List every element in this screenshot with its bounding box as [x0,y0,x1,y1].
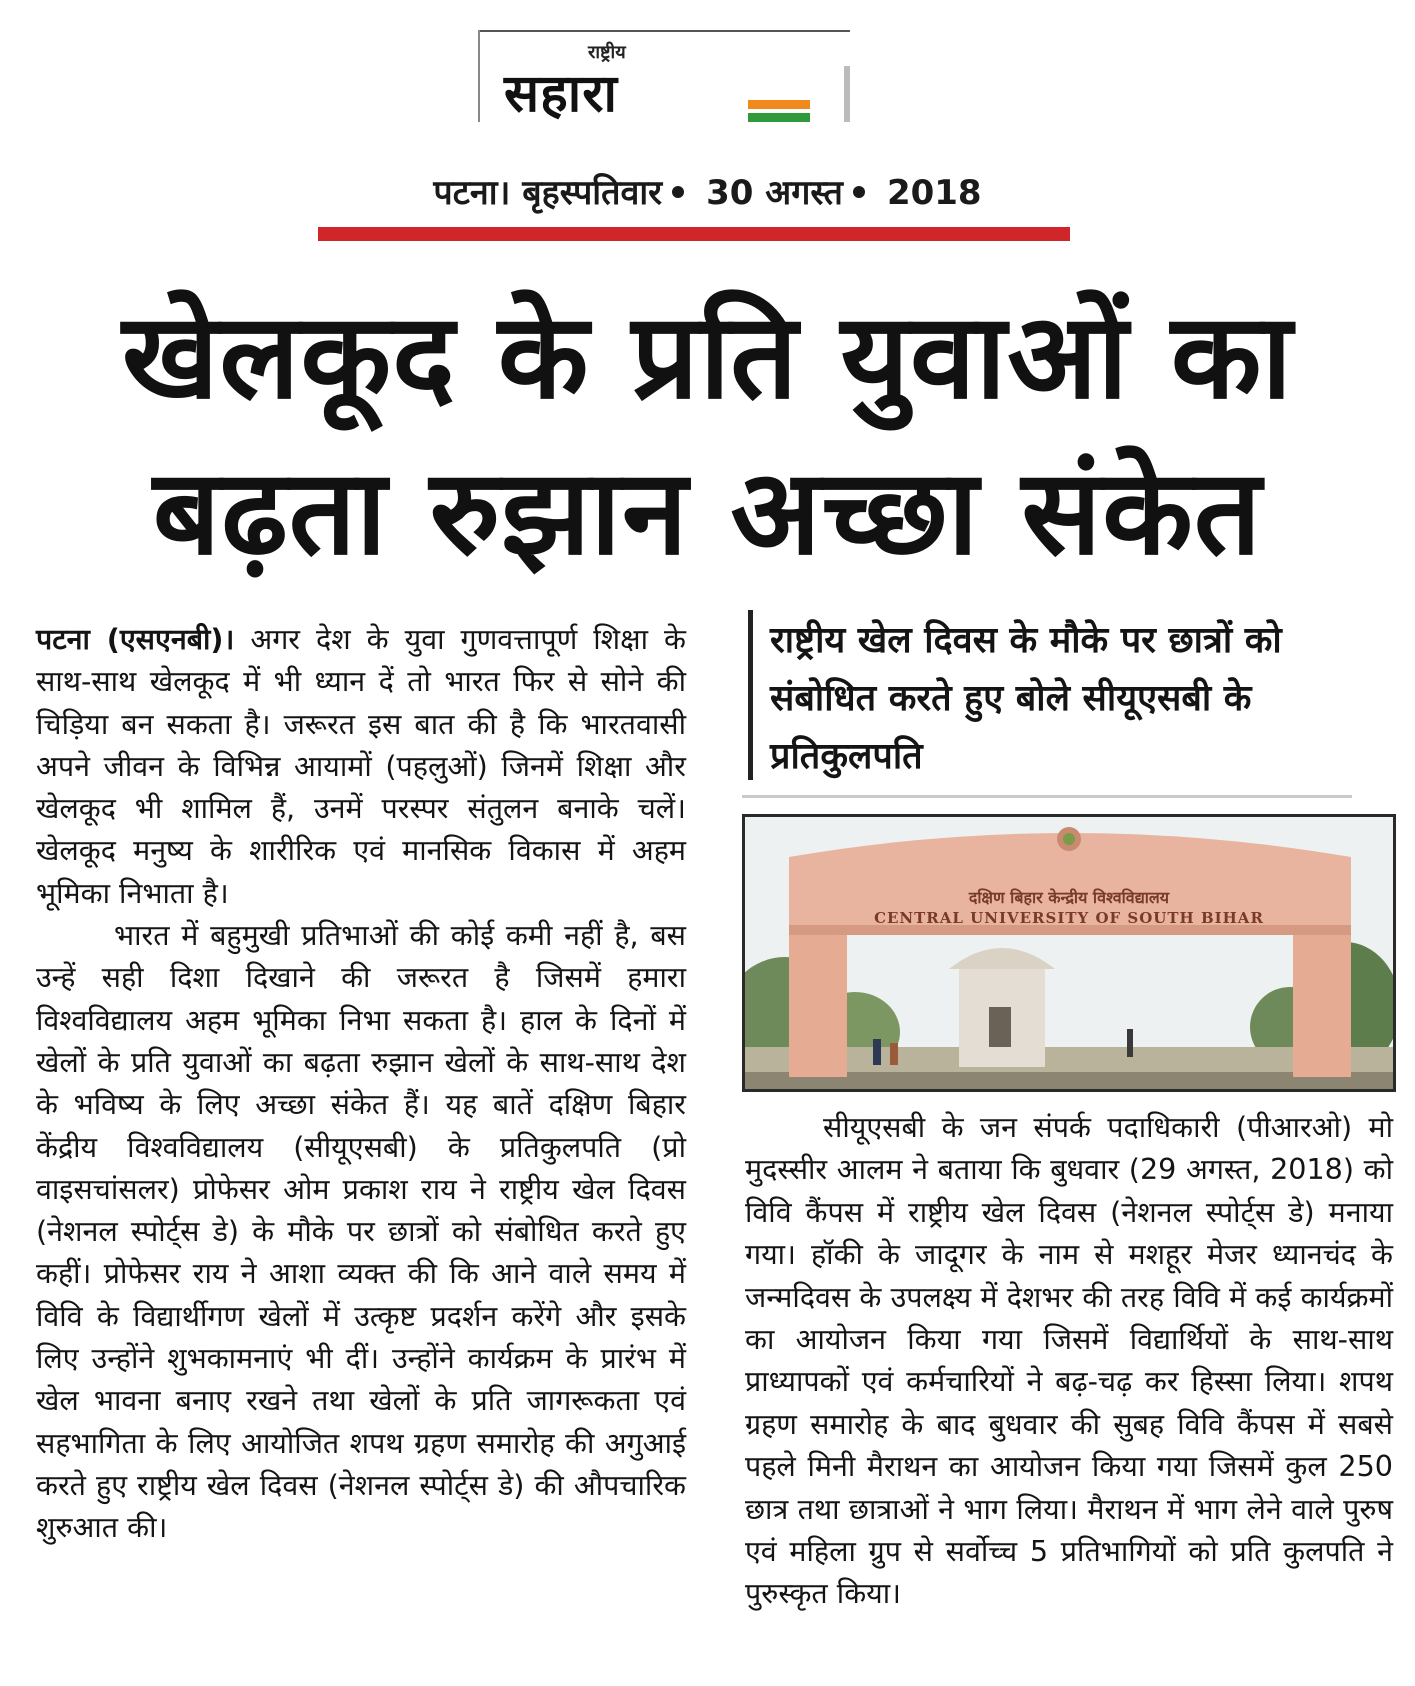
red-divider-bar [318,227,1070,241]
bullet-icon [853,186,865,198]
article-lead-dateline: पटना (एसएनबी)। [36,622,235,656]
dateline [0,168,1415,214]
article-right-column [745,1106,1393,1615]
article-paragraph-1 [36,618,686,914]
photo-top-rule [742,795,1352,798]
gate-sign-hindi: दक्षिण बिहार केन्द्रीय विश्वविद्यालय [968,888,1170,907]
masthead-left-rule [478,30,480,122]
bullet-icon [672,186,684,198]
gate-photo-illustration [745,817,1393,1089]
newspaper-masthead [478,30,850,122]
masthead-top-rule [478,30,850,32]
flag-saffron-stripe [748,100,810,109]
headline-line-2: बढ़ता रुझान अच्छा संकेत [152,443,1263,581]
tricolor-flag-icon [748,100,810,122]
headline [20,278,1395,590]
article-paragraph-1-text: अगर देश के युवा गुणवत्तापूर्ण शिक्षा के साथ-साथ खेलकूद में भी ध्यान दें तो भारत फिर से सोने की चिड़िया बन सकता है। जरूरत इस बात की है कि भारतवासी अपने जीवन के विभिन्न आयामों (पहलुओं) जिनमें शिक्षा और खेलकूद भी शामिल हैं, उनमें परस्पर संतुलन बनाके चलें। खेलकूद मनुष्य के शारीरिक एवं मानसिक विकास में अहम भूमिका निभाता है। [36,622,686,910]
headline-line-1: खेलकूद के प्रति युवाओं का [121,287,1294,425]
article-left-column [36,618,686,1549]
university-gate-photo [742,814,1396,1092]
masthead-right-rule [844,66,850,122]
masthead-logo-text: सहारा [504,64,618,124]
subheadline: राष्ट्रीय खेल दिवस के मौके पर छात्रों को संबोधित करते हुए बोले सीयूएसबी के प्रतिकुलपति [770,620,1282,777]
dateline-city-day: पटना। बृहस्पतिवार [433,173,663,213]
gate-sign-english: CENTRAL UNIVERSITY OF SOUTH BIHAR [874,909,1264,927]
dateline-date: 30 अगस्त [706,173,843,213]
article-paragraph-3: सीयूएसबी के जन संपर्क पदाधिकारी (पीआरओ) मो मुदस्सीर आलम ने बताया कि बुधवार (29 अगस्त, 2018) को विवि कैंपस में राष्ट्रीय खेल दिवस (नेशनल स्पोर्ट्स डे) मनाया गया। हॉकी के जादूगर के नाम से मशहूर मेजर ध्यानचंद के जन्मदिवस के उपलक्ष्य में देशभर की तरह विवि में कई कार्यक्रमों का आयोजन किया गया जिसमें विद्यार्थियों के साथ-साथ प्राध्यापकों एवं कर्मचारियों ने बढ़-चढ़ कर हिस्सा लिया। शपथ ग्रहण समारोह के बाद बुधवार की सुबह विवि कैंपस में सबसे पहले मिनी मैराथन का आयोजन किया गया जिसमें कुल 250 छात्र तथा छात्राओं ने भाग लिया। मैराथन में भाग लेने वाले पुरुष एवं महिला ग्रुप से सर्वोच्च 5 प्रतिभागियों को प्रति कुलपति ने पुरुस्कृत किया। [745,1110,1393,1611]
masthead-rashtriya: राष्ट्रीय [588,42,626,63]
subhead-vertical-rule [748,610,753,780]
article-paragraph-2: भारत में बहुमुखी प्रतिभाओं की कोई कमी नहीं है, बस उन्हें सही दिशा दिखाने की जरूरत है जिसमें हमारा विश्वविद्यालय अहम भूमिका निभा सकता है। हाल के दिनों में खेलों के प्रति युवाओं का बढ़ता रुझान खेलों के साथ-साथ देश के भविष्य के लिए अच्छा संकेत हैं। यह बातें दक्षिण बिहार केंद्रीय विश्वविद्यालय (सीयूएसबी) के प्रतिकुलपति (प्रो वाइसचांसलर) प्रोफेसर ओम प्रकाश राय ने राष्ट्रीय खेल दिवस (नेशनल स्पोर्ट्स डे) के मौके पर छात्रों को संबोधित करते हुए कहीं। प्रोफेसर राय ने आशा व्यक्त की कि आने वाले समय में विवि के विद्यार्थीगण खेलों में उत्कृष्ट प्रदर्शन करेंगे और इसके लिए उन्होंने शुभकामनाएं भी दीं। उन्होंने कार्यक्रम के प्रारंभ में खेल भावना बनाए रखने तथा खेलों के प्रति जागरूकता एवं सहभागिता के लिए आयोजित शपथ ग्रहण समारोह की अगुआई करते हुए राष्ट्रीय खेल दिवस (नेशनल स्पोर्ट्स डे) की औपचारिक शुरुआत की। [36,918,686,1545]
flag-green-stripe [748,113,810,122]
dateline-year: 2018 [886,173,982,213]
